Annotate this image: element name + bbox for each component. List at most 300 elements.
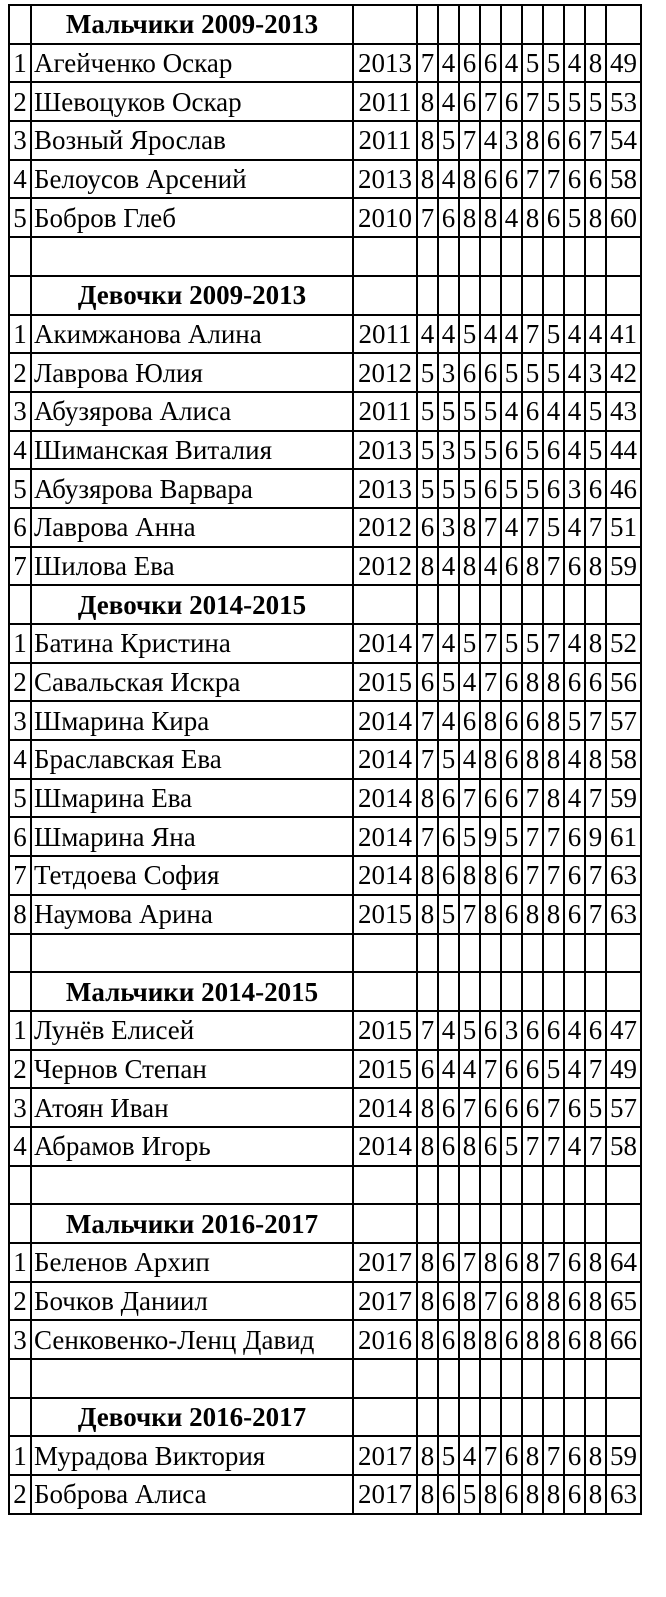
- score-cell: 7: [543, 624, 564, 663]
- score-cell: 7: [480, 508, 501, 547]
- score-cell: 8: [543, 779, 564, 818]
- score-cell: 6: [438, 856, 459, 895]
- section-header-row: [9, 1398, 641, 1437]
- place-number: 7: [9, 547, 31, 586]
- table-row: [9, 431, 641, 470]
- header-empty-cell: [438, 972, 459, 1011]
- score-cell: 7: [543, 547, 564, 586]
- birth-year: 2011: [353, 315, 417, 354]
- score-cell: 8: [585, 1243, 606, 1282]
- header-empty-cell: [438, 585, 459, 624]
- place-number: 6: [9, 508, 31, 547]
- total-score: 51: [606, 508, 641, 547]
- score-cell: 5: [501, 817, 522, 856]
- score-cell: 6: [564, 1282, 585, 1321]
- birth-year: 2014: [353, 701, 417, 740]
- score-cell: 6: [438, 1127, 459, 1166]
- section-header-row: [9, 1204, 641, 1243]
- total-score: 60: [606, 198, 641, 237]
- score-cell: 8: [585, 198, 606, 237]
- score-cell: 5: [501, 1127, 522, 1166]
- place-number: 2: [9, 82, 31, 121]
- spacer-cell: [9, 934, 31, 973]
- score-cell: 8: [585, 740, 606, 779]
- score-cell: 6: [564, 1243, 585, 1282]
- score-cell: 3: [564, 469, 585, 508]
- score-cell: 4: [564, 315, 585, 354]
- table-row: [9, 779, 641, 818]
- participant-name: Тетдоева София: [31, 856, 353, 895]
- spacer-cell: [353, 934, 417, 973]
- score-cell: 8: [480, 895, 501, 934]
- score-cell: 3: [438, 353, 459, 392]
- score-cell: 4: [564, 1127, 585, 1166]
- score-cell: 8: [480, 198, 501, 237]
- participant-name: Лунёв Елисей: [31, 1011, 353, 1050]
- score-cell: 4: [459, 1050, 480, 1089]
- score-cell: 7: [585, 121, 606, 160]
- score-cell: 6: [480, 44, 501, 83]
- table-row: [9, 856, 641, 895]
- score-cell: 6: [564, 1320, 585, 1359]
- table-row: [9, 315, 641, 354]
- birth-year: 2013: [353, 469, 417, 508]
- section-title: Девочки 2016-2017: [31, 1398, 353, 1437]
- score-cell: 6: [480, 469, 501, 508]
- participant-name: Лаврова Юлия: [31, 353, 353, 392]
- score-cell: 6: [438, 1243, 459, 1282]
- score-cell: 8: [417, 1127, 438, 1166]
- score-cell: 5: [438, 740, 459, 779]
- score-cell: 7: [459, 1088, 480, 1127]
- score-cell: 5: [459, 431, 480, 470]
- spacer-cell: [417, 1359, 438, 1398]
- score-cell: 7: [543, 1127, 564, 1166]
- score-cell: 5: [543, 1050, 564, 1089]
- participant-name: Шиманская Виталия: [31, 431, 353, 470]
- score-cell: 8: [480, 1320, 501, 1359]
- header-empty-cell: [459, 5, 480, 44]
- total-score: 59: [606, 779, 641, 818]
- birth-year: 2017: [353, 1282, 417, 1321]
- score-cell: 5: [543, 44, 564, 83]
- birth-year: 2015: [353, 663, 417, 702]
- table-row: [9, 121, 641, 160]
- score-cell: 4: [564, 392, 585, 431]
- score-cell: 6: [438, 1282, 459, 1321]
- score-cell: 5: [543, 315, 564, 354]
- score-cell: 8: [459, 1282, 480, 1321]
- score-cell: 6: [501, 1320, 522, 1359]
- total-score: 46: [606, 469, 641, 508]
- header-empty-cell: [585, 972, 606, 1011]
- spacer-cell: [438, 237, 459, 276]
- spacer-cell: [606, 237, 641, 276]
- birth-year: 2011: [353, 392, 417, 431]
- participant-name: Шилова Ева: [31, 547, 353, 586]
- score-cell: 6: [438, 1475, 459, 1514]
- birth-year: 2012: [353, 508, 417, 547]
- place-number: 1: [9, 624, 31, 663]
- spacer-cell: [480, 1166, 501, 1205]
- score-cell: 6: [585, 663, 606, 702]
- score-cell: 7: [585, 508, 606, 547]
- birth-year: 2013: [353, 431, 417, 470]
- score-cell: 6: [501, 1475, 522, 1514]
- score-cell: 6: [543, 431, 564, 470]
- birth-year: 2011: [353, 121, 417, 160]
- header-empty-cell: [459, 1204, 480, 1243]
- total-score: 47: [606, 1011, 641, 1050]
- header-empty-cell: [9, 972, 31, 1011]
- score-cell: 8: [522, 895, 543, 934]
- score-cell: 8: [459, 198, 480, 237]
- score-cell: 4: [480, 315, 501, 354]
- spacer-cell: [480, 237, 501, 276]
- score-cell: 7: [522, 817, 543, 856]
- total-score: 49: [606, 1050, 641, 1089]
- score-cell: 8: [480, 856, 501, 895]
- spacer-cell: [501, 934, 522, 973]
- birth-year: 2016: [353, 1320, 417, 1359]
- total-score: 43: [606, 392, 641, 431]
- score-cell: 5: [585, 82, 606, 121]
- total-score: 49: [606, 44, 641, 83]
- score-cell: 7: [417, 44, 438, 83]
- spacer-cell: [585, 934, 606, 973]
- table-row: [9, 1011, 641, 1050]
- score-cell: 5: [501, 469, 522, 508]
- score-cell: 7: [480, 82, 501, 121]
- section-title: Мальчики 2014-2015: [31, 972, 353, 1011]
- score-cell: 7: [585, 1050, 606, 1089]
- score-cell: 6: [564, 895, 585, 934]
- score-cell: 4: [501, 198, 522, 237]
- score-cell: 7: [459, 1243, 480, 1282]
- score-cell: 6: [459, 353, 480, 392]
- birth-year: 2014: [353, 1127, 417, 1166]
- score-cell: 7: [522, 315, 543, 354]
- score-cell: 6: [501, 701, 522, 740]
- score-cell: 6: [543, 198, 564, 237]
- score-cell: 8: [522, 1436, 543, 1475]
- score-cell: 5: [480, 392, 501, 431]
- score-cell: 4: [480, 547, 501, 586]
- spacer-cell: [417, 237, 438, 276]
- score-cell: 6: [438, 1088, 459, 1127]
- score-cell: 6: [585, 1011, 606, 1050]
- score-cell: 7: [585, 1127, 606, 1166]
- header-empty-cell: [417, 5, 438, 44]
- score-cell: 5: [522, 44, 543, 83]
- participant-name: Чернов Степан: [31, 1050, 353, 1089]
- total-score: 58: [606, 1127, 641, 1166]
- score-cell: 4: [459, 663, 480, 702]
- score-cell: 6: [417, 1050, 438, 1089]
- spacer-cell: [31, 1359, 353, 1398]
- score-cell: 4: [480, 121, 501, 160]
- score-cell: 4: [564, 508, 585, 547]
- score-cell: 5: [438, 469, 459, 508]
- participant-name: Савальская Искра: [31, 663, 353, 702]
- score-cell: 6: [501, 740, 522, 779]
- score-cell: 6: [501, 82, 522, 121]
- spacer-cell: [417, 1166, 438, 1205]
- score-cell: 5: [585, 392, 606, 431]
- place-number: 4: [9, 740, 31, 779]
- score-cell: 5: [459, 469, 480, 508]
- spacer-cell: [501, 1166, 522, 1205]
- spacer-cell: [438, 1166, 459, 1205]
- birth-year: 2014: [353, 1088, 417, 1127]
- score-cell: 8: [585, 1320, 606, 1359]
- score-cell: 4: [564, 431, 585, 470]
- score-cell: 5: [438, 392, 459, 431]
- score-cell: 8: [585, 1475, 606, 1514]
- header-empty-cell: [459, 276, 480, 315]
- score-cell: 8: [417, 1243, 438, 1282]
- table-row: [9, 1088, 641, 1127]
- score-cell: 9: [585, 817, 606, 856]
- score-cell: 7: [585, 779, 606, 818]
- score-cell: 6: [501, 431, 522, 470]
- place-number: 2: [9, 1050, 31, 1089]
- header-empty-cell: [501, 276, 522, 315]
- score-cell: 4: [501, 508, 522, 547]
- spacer-cell: [459, 1166, 480, 1205]
- score-cell: 6: [501, 663, 522, 702]
- place-number: 5: [9, 198, 31, 237]
- score-cell: 6: [480, 1011, 501, 1050]
- table-row: [9, 1127, 641, 1166]
- score-cell: 5: [417, 353, 438, 392]
- table-row: [9, 392, 641, 431]
- participant-name: Шмарина Яна: [31, 817, 353, 856]
- score-cell: 7: [459, 121, 480, 160]
- score-cell: 3: [438, 508, 459, 547]
- header-empty-cell: [606, 972, 641, 1011]
- header-empty-cell: [543, 1398, 564, 1437]
- score-cell: 3: [585, 353, 606, 392]
- score-cell: 8: [459, 1127, 480, 1166]
- spacer-cell: [501, 237, 522, 276]
- score-cell: 7: [522, 160, 543, 199]
- header-empty-cell: [501, 1204, 522, 1243]
- score-cell: 8: [543, 895, 564, 934]
- spacer-cell: [564, 934, 585, 973]
- score-cell: 8: [522, 1282, 543, 1321]
- score-cell: 6: [480, 160, 501, 199]
- place-number: 3: [9, 121, 31, 160]
- participant-name: Бобров Глеб: [31, 198, 353, 237]
- header-empty-cell: [417, 972, 438, 1011]
- score-cell: 4: [564, 740, 585, 779]
- header-empty-cell: [564, 276, 585, 315]
- place-number: 7: [9, 856, 31, 895]
- spacer-row: [9, 237, 641, 276]
- place-number: 2: [9, 1475, 31, 1514]
- score-cell: 7: [459, 895, 480, 934]
- spacer-cell: [438, 1359, 459, 1398]
- spacer-cell: [480, 1359, 501, 1398]
- total-score: 44: [606, 431, 641, 470]
- score-cell: 8: [459, 508, 480, 547]
- score-cell: 6: [522, 701, 543, 740]
- score-cell: 5: [501, 353, 522, 392]
- section-title: Мальчики 2016-2017: [31, 1204, 353, 1243]
- score-cell: 8: [585, 1436, 606, 1475]
- total-score: 54: [606, 121, 641, 160]
- score-cell: 8: [522, 740, 543, 779]
- score-cell: 8: [522, 1475, 543, 1514]
- score-cell: 8: [417, 1475, 438, 1514]
- table-row: [9, 1243, 641, 1282]
- score-cell: 7: [522, 779, 543, 818]
- score-cell: 6: [501, 1050, 522, 1089]
- total-score: 58: [606, 160, 641, 199]
- score-cell: 5: [522, 353, 543, 392]
- score-cell: 5: [438, 895, 459, 934]
- birth-year: 2015: [353, 1050, 417, 1089]
- participant-name: Лаврова Анна: [31, 508, 353, 547]
- header-empty-cell: [585, 1204, 606, 1243]
- table-row: [9, 895, 641, 934]
- score-cell: 8: [522, 121, 543, 160]
- total-score: 59: [606, 1436, 641, 1475]
- score-cell: 5: [417, 392, 438, 431]
- score-cell: 8: [543, 1475, 564, 1514]
- score-cell: 8: [543, 1320, 564, 1359]
- place-number: 5: [9, 779, 31, 818]
- score-cell: 6: [522, 1088, 543, 1127]
- header-empty-cell: [480, 1204, 501, 1243]
- total-score: 53: [606, 82, 641, 121]
- score-cell: 7: [417, 740, 438, 779]
- score-cell: 5: [459, 392, 480, 431]
- score-cell: 8: [522, 1243, 543, 1282]
- spacer-cell: [501, 1359, 522, 1398]
- score-cell: 8: [417, 1088, 438, 1127]
- place-number: 4: [9, 431, 31, 470]
- score-cell: 7: [480, 624, 501, 663]
- header-empty-cell: [543, 585, 564, 624]
- header-empty-cell: [480, 972, 501, 1011]
- header-empty-cell: [9, 5, 31, 44]
- header-empty-cell: [522, 1204, 543, 1243]
- header-empty-cell: [438, 1204, 459, 1243]
- score-cell: 8: [417, 82, 438, 121]
- score-cell: 6: [438, 817, 459, 856]
- place-number: 4: [9, 1127, 31, 1166]
- place-number: 3: [9, 1088, 31, 1127]
- score-cell: 5: [459, 1011, 480, 1050]
- section-title: Мальчики 2009-2013: [31, 5, 353, 44]
- birth-year: 2017: [353, 1475, 417, 1514]
- place-number: 3: [9, 392, 31, 431]
- spacer-cell: [564, 1359, 585, 1398]
- birth-year: 2013: [353, 160, 417, 199]
- results-table: [8, 4, 642, 1515]
- place-number: 1: [9, 315, 31, 354]
- score-cell: 6: [564, 160, 585, 199]
- score-cell: 8: [417, 1320, 438, 1359]
- score-cell: 4: [438, 547, 459, 586]
- score-cell: 5: [522, 469, 543, 508]
- score-cell: 8: [543, 1282, 564, 1321]
- total-score: 65: [606, 1282, 641, 1321]
- spacer-cell: [31, 934, 353, 973]
- score-cell: 5: [459, 315, 480, 354]
- score-cell: 5: [459, 1475, 480, 1514]
- spacer-cell: [353, 1359, 417, 1398]
- score-cell: 4: [564, 1011, 585, 1050]
- header-empty-cell: [522, 585, 543, 624]
- score-cell: 4: [417, 315, 438, 354]
- spacer-cell: [585, 1359, 606, 1398]
- header-empty-cell: [353, 1398, 417, 1437]
- header-empty-cell: [353, 972, 417, 1011]
- spacer-cell: [31, 237, 353, 276]
- total-score: 41: [606, 315, 641, 354]
- spacer-row: [9, 1359, 641, 1398]
- score-cell: 4: [564, 779, 585, 818]
- header-empty-cell: [543, 5, 564, 44]
- spacer-cell: [31, 1166, 353, 1205]
- birth-year: 2010: [353, 198, 417, 237]
- header-empty-cell: [564, 1398, 585, 1437]
- participant-name: Сенковенко-Ленц Давид: [31, 1320, 353, 1359]
- table-row: [9, 160, 641, 199]
- total-score: 61: [606, 817, 641, 856]
- score-cell: 6: [522, 1050, 543, 1089]
- spacer-cell: [585, 237, 606, 276]
- birth-year: 2012: [353, 547, 417, 586]
- score-cell: 7: [417, 198, 438, 237]
- score-cell: 6: [585, 160, 606, 199]
- score-cell: 4: [438, 160, 459, 199]
- score-cell: 8: [417, 856, 438, 895]
- total-score: 63: [606, 1475, 641, 1514]
- header-empty-cell: [564, 585, 585, 624]
- participant-name: Браславская Ева: [31, 740, 353, 779]
- table-row: [9, 701, 641, 740]
- score-cell: 6: [480, 1127, 501, 1166]
- score-cell: 7: [543, 817, 564, 856]
- place-number: 1: [9, 44, 31, 83]
- spacer-cell: [522, 237, 543, 276]
- score-cell: 8: [522, 547, 543, 586]
- header-empty-cell: [585, 1398, 606, 1437]
- header-empty-cell: [501, 585, 522, 624]
- header-empty-cell: [606, 276, 641, 315]
- birth-year: 2017: [353, 1436, 417, 1475]
- birth-year: 2014: [353, 624, 417, 663]
- score-cell: 8: [522, 663, 543, 702]
- score-cell: 5: [480, 431, 501, 470]
- score-cell: 8: [480, 1475, 501, 1514]
- participant-name: Боброва Алиса: [31, 1475, 353, 1514]
- score-cell: 7: [585, 701, 606, 740]
- header-empty-cell: [606, 585, 641, 624]
- score-cell: 6: [501, 160, 522, 199]
- score-cell: 5: [543, 353, 564, 392]
- header-empty-cell: [417, 1204, 438, 1243]
- section-title: Девочки 2014-2015: [31, 585, 353, 624]
- birth-year: 2014: [353, 740, 417, 779]
- score-cell: 5: [438, 121, 459, 160]
- score-cell: 8: [480, 701, 501, 740]
- participant-name: Мурадова Виктория: [31, 1436, 353, 1475]
